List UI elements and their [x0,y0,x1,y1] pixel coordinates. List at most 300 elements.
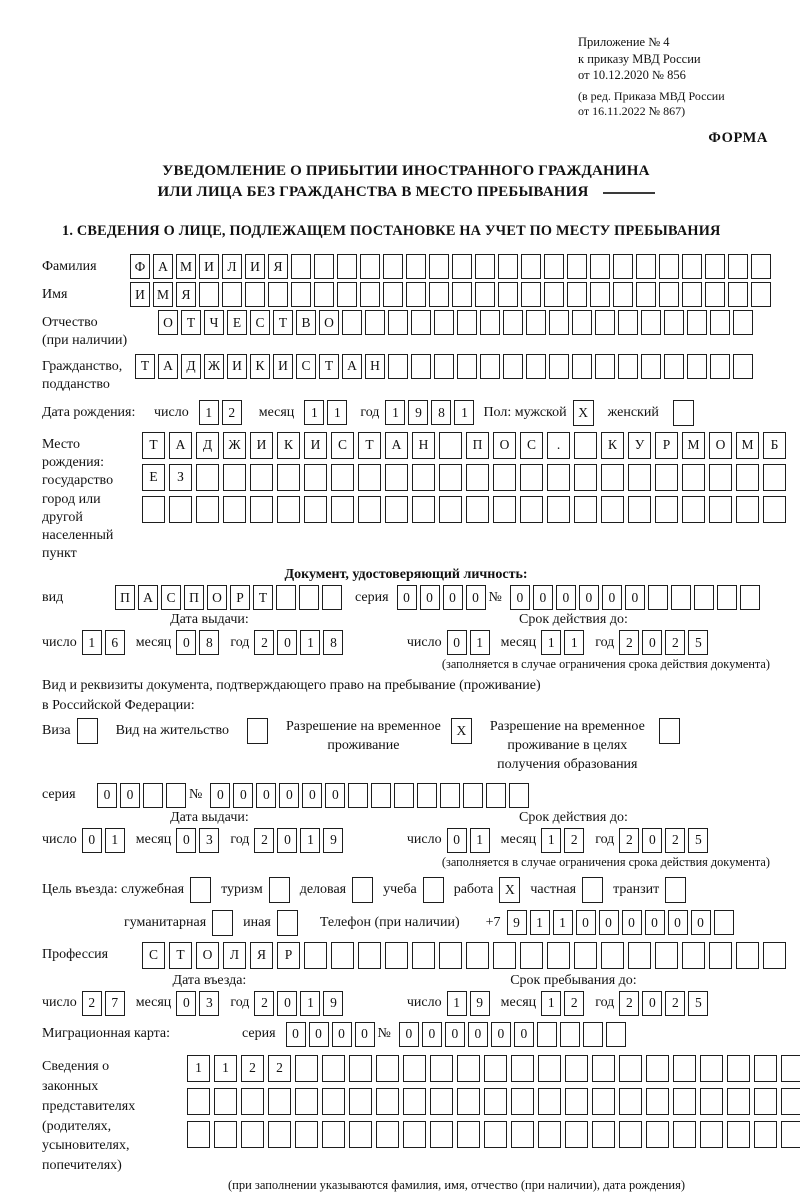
form-cell[interactable]: 1 [105,828,125,853]
form-cell[interactable] [574,942,597,969]
form-cell[interactable] [429,254,449,279]
form-cell[interactable] [277,910,298,936]
form-cell[interactable] [682,254,702,279]
form-cell[interactable]: М [682,432,705,459]
form-cell[interactable] [538,1121,561,1148]
form-cell[interactable] [641,354,661,379]
form-cell[interactable] [406,282,426,307]
form-cell[interactable] [659,254,679,279]
form-cell[interactable]: 0 [286,1022,306,1047]
form-cell[interactable]: 0 [447,630,467,655]
form-cell[interactable] [574,464,597,491]
form-cell[interactable]: У [628,432,651,459]
form-cell[interactable]: 0 [233,783,253,808]
form-cell[interactable]: Т [142,432,165,459]
form-cell[interactable] [619,1088,642,1115]
form-cell[interactable]: X [573,400,594,426]
form-cell[interactable]: Е [227,310,247,335]
form-cell[interactable]: X [499,877,520,903]
form-cell[interactable] [439,432,462,459]
form-cell[interactable]: 2 [619,828,639,853]
form-cell[interactable] [574,496,597,523]
form-cell[interactable]: П [466,432,489,459]
form-cell[interactable] [710,310,730,335]
form-cell[interactable] [295,1088,318,1115]
form-cell[interactable]: 1 [541,630,561,655]
form-cell[interactable]: Ж [223,432,246,459]
form-cell[interactable]: 0 [602,585,622,610]
form-cell[interactable]: 1 [300,630,320,655]
form-cell[interactable] [417,783,437,808]
form-cell[interactable] [430,1055,453,1082]
form-cell[interactable]: 0 [691,910,711,935]
form-cell[interactable] [331,496,354,523]
form-cell[interactable] [682,942,705,969]
form-cell[interactable]: 2 [222,400,242,425]
form-cell[interactable] [475,282,495,307]
form-cell[interactable] [709,942,732,969]
form-cell[interactable] [466,464,489,491]
form-cell[interactable] [291,254,311,279]
form-cell[interactable]: С [520,432,543,459]
form-cell[interactable] [781,1055,800,1082]
form-cell[interactable] [348,783,368,808]
form-cell[interactable] [595,310,615,335]
form-cell[interactable]: 7 [105,991,125,1016]
form-cell[interactable] [549,354,569,379]
form-cell[interactable] [636,282,656,307]
form-cell[interactable] [268,1088,291,1115]
form-cell[interactable] [717,585,737,610]
form-cell[interactable] [636,254,656,279]
form-cell[interactable] [463,783,483,808]
form-cell[interactable] [682,496,705,523]
form-cell[interactable] [457,1121,480,1148]
form-cell[interactable] [664,310,684,335]
form-cell[interactable] [457,1055,480,1082]
form-cell[interactable] [700,1055,723,1082]
form-cell[interactable] [710,354,730,379]
form-cell[interactable] [582,877,603,903]
form-cell[interactable]: 0 [399,1022,419,1047]
form-cell[interactable] [385,942,408,969]
form-cell[interactable] [665,877,686,903]
form-cell[interactable]: А [158,354,178,379]
form-cell[interactable]: К [277,432,300,459]
form-cell[interactable] [342,310,362,335]
form-cell[interactable]: 0 [468,1022,488,1047]
form-cell[interactable]: Я [176,282,196,307]
form-cell[interactable]: X [451,718,472,744]
form-cell[interactable] [322,1121,345,1148]
form-cell[interactable] [547,496,570,523]
form-cell[interactable] [245,282,265,307]
form-cell[interactable] [574,432,597,459]
form-cell[interactable] [763,464,786,491]
form-cell[interactable]: 0 [642,991,662,1016]
form-cell[interactable] [601,942,624,969]
form-cell[interactable]: 2 [619,630,639,655]
form-cell[interactable]: 0 [277,630,297,655]
form-cell[interactable]: Т [135,354,155,379]
form-cell[interactable] [705,254,725,279]
form-cell[interactable] [655,942,678,969]
form-cell[interactable] [358,942,381,969]
form-cell[interactable] [299,585,319,610]
form-cell[interactable] [322,1088,345,1115]
form-cell[interactable]: 1 [300,828,320,853]
form-cell[interactable] [538,1088,561,1115]
form-cell[interactable]: 9 [470,991,490,1016]
form-cell[interactable] [295,1055,318,1082]
form-cell[interactable]: 0 [176,991,196,1016]
form-cell[interactable]: 2 [619,991,639,1016]
form-cell[interactable]: 0 [514,1022,534,1047]
form-cell[interactable] [740,585,760,610]
form-cell[interactable] [733,354,753,379]
form-cell[interactable]: П [184,585,204,610]
form-cell[interactable] [434,310,454,335]
form-cell[interactable] [618,354,638,379]
form-cell[interactable] [223,496,246,523]
form-cell[interactable]: 1 [530,910,550,935]
form-cell[interactable]: К [250,354,270,379]
form-cell[interactable]: 0 [668,910,688,935]
form-cell[interactable]: 8 [199,630,219,655]
form-cell[interactable] [484,1121,507,1148]
form-cell[interactable]: 2 [254,630,274,655]
form-cell[interactable] [526,310,546,335]
form-cell[interactable]: . [547,432,570,459]
form-cell[interactable] [439,942,462,969]
form-cell[interactable] [250,464,273,491]
form-cell[interactable] [412,464,435,491]
form-cell[interactable] [337,254,357,279]
form-cell[interactable]: Ф [130,254,150,279]
form-cell[interactable] [403,1055,426,1082]
form-cell[interactable]: А [169,432,192,459]
form-cell[interactable] [452,282,472,307]
form-cell[interactable]: О [319,310,339,335]
form-cell[interactable] [583,1022,603,1047]
form-cell[interactable] [613,282,633,307]
form-cell[interactable] [268,1121,291,1148]
form-cell[interactable] [526,354,546,379]
form-cell[interactable]: И [199,254,219,279]
form-cell[interactable]: Ч [204,310,224,335]
form-cell[interactable]: Д [181,354,201,379]
form-cell[interactable] [360,254,380,279]
form-cell[interactable] [466,496,489,523]
form-cell[interactable] [503,354,523,379]
form-cell[interactable]: 9 [323,828,343,853]
form-cell[interactable] [754,1055,777,1082]
form-cell[interactable]: Р [277,942,300,969]
form-cell[interactable] [269,877,290,903]
form-cell[interactable]: М [176,254,196,279]
form-cell[interactable] [567,254,587,279]
form-cell[interactable] [360,282,380,307]
form-cell[interactable]: И [245,254,265,279]
form-cell[interactable] [728,282,748,307]
form-cell[interactable] [763,496,786,523]
form-cell[interactable]: 1 [447,991,467,1016]
form-cell[interactable] [601,496,624,523]
form-cell[interactable]: М [736,432,759,459]
form-cell[interactable] [728,254,748,279]
form-cell[interactable]: 1 [564,630,584,655]
form-cell[interactable]: 2 [665,630,685,655]
form-cell[interactable]: 8 [431,400,451,425]
form-cell[interactable] [142,496,165,523]
form-cell[interactable] [322,1055,345,1082]
form-cell[interactable] [544,282,564,307]
form-cell[interactable] [190,877,211,903]
form-cell[interactable] [664,354,684,379]
form-cell[interactable] [349,1121,372,1148]
form-cell[interactable]: Т [181,310,201,335]
form-cell[interactable] [687,354,707,379]
form-cell[interactable] [394,783,414,808]
form-cell[interactable]: Д [196,432,219,459]
form-cell[interactable] [537,1022,557,1047]
form-cell[interactable]: 0 [332,1022,352,1047]
form-cell[interactable]: 2 [254,828,274,853]
form-cell[interactable] [411,310,431,335]
form-cell[interactable]: 0 [533,585,553,610]
form-cell[interactable] [655,464,678,491]
form-cell[interactable]: 2 [564,828,584,853]
form-cell[interactable]: Т [358,432,381,459]
form-cell[interactable] [291,282,311,307]
form-cell[interactable] [673,1055,696,1082]
form-cell[interactable] [493,942,516,969]
form-cell[interactable] [754,1088,777,1115]
form-cell[interactable] [434,354,454,379]
form-cell[interactable]: 8 [323,630,343,655]
form-cell[interactable] [403,1088,426,1115]
form-cell[interactable] [714,910,734,935]
form-cell[interactable]: 9 [323,991,343,1016]
form-cell[interactable]: 1 [470,630,490,655]
form-cell[interactable] [403,1121,426,1148]
form-cell[interactable] [406,254,426,279]
form-cell[interactable] [352,877,373,903]
form-cell[interactable]: 0 [277,991,297,1016]
form-cell[interactable] [727,1088,750,1115]
form-cell[interactable] [322,585,342,610]
form-cell[interactable]: 2 [254,991,274,1016]
form-cell[interactable] [613,254,633,279]
form-cell[interactable] [592,1055,615,1082]
form-cell[interactable] [423,877,444,903]
form-cell[interactable] [493,496,516,523]
form-cell[interactable] [376,1088,399,1115]
form-cell[interactable] [618,310,638,335]
form-cell[interactable] [430,1121,453,1148]
form-cell[interactable] [606,1022,626,1047]
form-cell[interactable]: Р [230,585,250,610]
form-cell[interactable]: 1 [214,1055,237,1082]
form-cell[interactable] [565,1088,588,1115]
form-cell[interactable]: Т [319,354,339,379]
form-cell[interactable]: 2 [564,991,584,1016]
form-cell[interactable] [376,1055,399,1082]
form-cell[interactable] [628,464,651,491]
form-cell[interactable]: 0 [397,585,417,610]
form-cell[interactable] [736,496,759,523]
form-cell[interactable]: 1 [385,400,405,425]
form-cell[interactable] [484,1088,507,1115]
form-cell[interactable]: 0 [625,585,645,610]
form-cell[interactable] [673,400,694,426]
form-cell[interactable]: И [273,354,293,379]
form-cell[interactable] [385,496,408,523]
form-cell[interactable] [304,496,327,523]
form-cell[interactable] [751,282,771,307]
form-cell[interactable] [641,310,661,335]
form-cell[interactable] [619,1055,642,1082]
form-cell[interactable]: П [115,585,135,610]
form-cell[interactable] [371,783,391,808]
form-cell[interactable] [511,1121,534,1148]
form-cell[interactable] [169,496,192,523]
form-cell[interactable] [538,1055,561,1082]
form-cell[interactable] [250,496,273,523]
form-cell[interactable] [567,282,587,307]
form-cell[interactable] [486,783,506,808]
form-cell[interactable]: Т [273,310,293,335]
form-cell[interactable] [503,310,523,335]
form-cell[interactable] [682,464,705,491]
form-cell[interactable] [520,496,543,523]
form-cell[interactable] [222,282,242,307]
form-cell[interactable] [595,354,615,379]
form-cell[interactable]: А [385,432,408,459]
form-cell[interactable]: 1 [300,991,320,1016]
form-cell[interactable] [429,282,449,307]
form-cell[interactable]: 0 [579,585,599,610]
form-cell[interactable]: 2 [268,1055,291,1082]
form-cell[interactable]: 0 [642,828,662,853]
form-cell[interactable]: 2 [665,991,685,1016]
form-cell[interactable] [509,783,529,808]
form-cell[interactable] [77,718,98,744]
form-cell[interactable] [314,282,334,307]
form-cell[interactable] [304,942,327,969]
form-cell[interactable] [196,496,219,523]
form-cell[interactable]: 0 [576,910,596,935]
form-cell[interactable]: 9 [408,400,428,425]
form-cell[interactable] [705,282,725,307]
form-cell[interactable]: 0 [491,1022,511,1047]
form-cell[interactable] [143,783,163,808]
form-cell[interactable]: М [153,282,173,307]
form-cell[interactable]: И [304,432,327,459]
form-cell[interactable]: О [158,310,178,335]
form-cell[interactable]: 9 [507,910,527,935]
form-cell[interactable] [498,254,518,279]
form-cell[interactable]: Е [142,464,165,491]
form-cell[interactable]: 1 [187,1055,210,1082]
form-cell[interactable]: С [161,585,181,610]
form-cell[interactable]: 0 [445,1022,465,1047]
form-cell[interactable] [736,464,759,491]
form-cell[interactable] [659,282,679,307]
form-cell[interactable]: Н [412,432,435,459]
form-cell[interactable]: З [169,464,192,491]
form-cell[interactable] [411,354,431,379]
form-cell[interactable] [412,496,435,523]
form-cell[interactable]: 1 [454,400,474,425]
form-cell[interactable]: А [342,354,362,379]
form-cell[interactable] [646,1121,669,1148]
form-cell[interactable]: 0 [642,630,662,655]
form-cell[interactable] [388,310,408,335]
form-cell[interactable] [457,354,477,379]
form-cell[interactable]: Н [365,354,385,379]
form-cell[interactable]: К [601,432,624,459]
form-cell[interactable] [493,464,516,491]
form-cell[interactable]: 0 [82,828,102,853]
form-cell[interactable] [439,464,462,491]
form-cell[interactable] [337,282,357,307]
form-cell[interactable]: 0 [622,910,642,935]
form-cell[interactable]: 0 [556,585,576,610]
form-cell[interactable] [268,282,288,307]
form-cell[interactable] [521,254,541,279]
form-cell[interactable]: С [296,354,316,379]
form-cell[interactable] [331,464,354,491]
form-cell[interactable] [565,1121,588,1148]
form-cell[interactable]: Б [763,432,786,459]
form-cell[interactable] [466,942,489,969]
form-cell[interactable] [365,310,385,335]
form-cell[interactable]: 0 [97,783,117,808]
form-cell[interactable] [619,1121,642,1148]
form-cell[interactable] [646,1055,669,1082]
form-cell[interactable] [671,585,691,610]
form-cell[interactable]: 0 [447,828,467,853]
form-cell[interactable]: 0 [510,585,530,610]
form-cell[interactable] [440,783,460,808]
form-cell[interactable]: В [296,310,316,335]
form-cell[interactable]: Р [655,432,678,459]
form-cell[interactable]: 5 [688,991,708,1016]
form-cell[interactable]: 1 [327,400,347,425]
form-cell[interactable] [565,1055,588,1082]
form-cell[interactable]: 0 [210,783,230,808]
form-cell[interactable]: 6 [105,630,125,655]
form-cell[interactable] [452,254,472,279]
form-cell[interactable] [781,1088,800,1115]
form-cell[interactable] [385,464,408,491]
form-cell[interactable] [457,1088,480,1115]
form-cell[interactable] [709,496,732,523]
form-cell[interactable] [520,942,543,969]
form-cell[interactable] [572,310,592,335]
form-cell[interactable] [480,310,500,335]
form-cell[interactable]: 0 [309,1022,329,1047]
form-cell[interactable] [673,1121,696,1148]
form-cell[interactable] [547,464,570,491]
form-cell[interactable]: 0 [325,783,345,808]
form-cell[interactable]: 1 [541,991,561,1016]
form-cell[interactable] [727,1055,750,1082]
form-cell[interactable] [480,354,500,379]
form-cell[interactable] [304,464,327,491]
form-cell[interactable] [277,464,300,491]
